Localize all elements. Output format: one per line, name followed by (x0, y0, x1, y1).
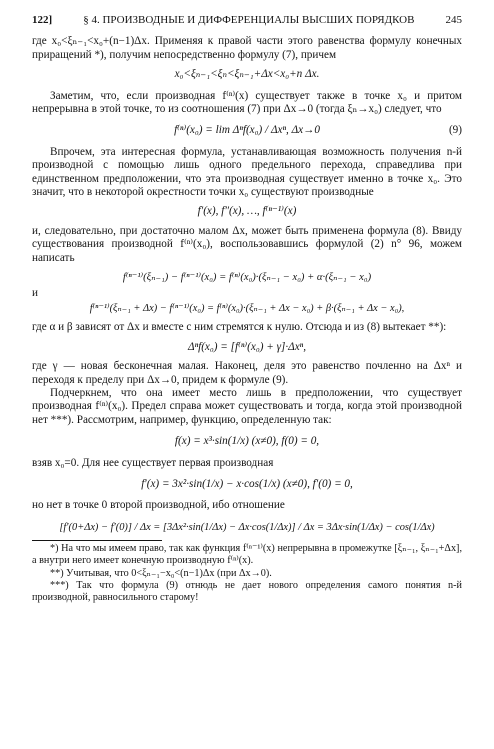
formula-expansion-1: f⁽ⁿ⁻¹⁾(ξₙ₋₁) − f⁽ⁿ⁻¹⁾(x₀) = f⁽ⁿ⁾(x₀)·(ξₙ₋₁ − x₀) + α·(ξₙ₋₁ − x₀) (122, 272, 372, 284)
formula-9-body: f⁽ⁿ⁾(x₀) = lim Δⁿf(x₀) / Δxⁿ, Δx→0 (174, 124, 320, 137)
paragraph-8: взяв x₀=0. Для нее существует первая производная (32, 456, 274, 469)
page-number: 245 (445, 14, 462, 26)
paragraph-9: но нет в точке 0 второй производной, ибо отношение (32, 499, 285, 512)
formula-first-derivative: f′(x) = 3x²·sin(1/x) − x·cos(1/x) (x≠0), f′(0) = 0, (141, 477, 353, 490)
formula-9 (32, 124, 462, 137)
paragraph-5: где α и β зависят от Δx и вместе с ним стремятся к нулю. Отсюда и из (8) вытекает **): (32, 321, 447, 334)
paragraph-2: Заметим, что, если производная f⁽ⁿ⁾(x) существует также в точке x₀ и притом непрерывна в этой точке, то из соотношения (7) при Δx→0 (тогда ξₙ→x₀) следует, что (32, 89, 462, 116)
footnote-3: ***) Так что формула (9) отнюдь не дает нового определения самого понятия n-й производной, равносильного старому! (32, 579, 462, 603)
paragraph-1: где x₀<ξₙ₋₁<x₀+(n−1)Δx. Применяя к правой части этого равенства формулу конечных приращений *), получим непосредственно формулу (7), причем (32, 35, 462, 61)
formula-expansion-2: f⁽ⁿ⁻¹⁾(ξₙ₋₁ + Δx) − f⁽ⁿ⁻¹⁾(x₀) = f⁽ⁿ⁾(x₀)·(ξₙ₋₁ + Δx − x₀) + β·(ξₙ₋₁ + Δx − x₀), (89, 302, 405, 314)
paragraph-4: и, следовательно, при достаточно малом Δx, может быть применена формула (8). Ввиду существования производной f⁽ⁿ⁾(x₀), воспользовавшись формулой (2) n° 96, можем написать (32, 224, 462, 264)
equation-number: (9) (448, 124, 462, 137)
formula-inequality: x₀<ξₙ₋₁<ξₙ<ξₙ₋₁+Δx<x₀+n Δx. (174, 68, 320, 81)
footnote-divider (32, 540, 162, 541)
page-ref-left: 122] (32, 14, 53, 26)
paragraph-7: Подчеркнем, что она имеет место лишь в предположении, что существует производная f⁽ⁿ⁾(x₀). Предел справа может существовать и тогда, когда этой производной нет ***). Рассмотрим, например, функцию, определенную так: (32, 386, 462, 426)
formula-delta-n: Δⁿf(x₀) = [f⁽ⁿ⁾(x₀) + γ]·Δxⁿ, (188, 340, 306, 353)
page-header (32, 14, 462, 27)
formula-ratio: [f′(0+Δx) − f′(0)] / Δx = [3Δx²·sin(1/Δx) − Δx·cos(1/Δx)] / Δx = 3Δx·sin(1/Δx) − cos(1/Δx) (59, 521, 435, 533)
paragraph-6: где γ — новая бесконечная малая. Наконец, деля это равенство почленно на Δxⁿ и переходя к пределу при Δx→0, придем к формуле (9). (32, 360, 462, 386)
formula-derivatives-list: f′(x), f″(x), …, f⁽ⁿ⁻¹⁾(x) (197, 205, 297, 218)
paragraph-3: Впрочем, эта интересная формула, устанавливающая возможность получения n-й производной с помощью лишь одного предельного перехода, справедлива при единственном предположении, что эта производная существует именно в точке x₀. Это значит, что в некоторой окрестности точки x₀ существуют производные (32, 145, 462, 199)
conjunction-and: и (32, 286, 38, 299)
section-title: § 4. ПРОИЗВОДНЫЕ И ДИФФЕРЕНЦИАЛЫ ВЫСШИХ ПОРЯДКОВ (83, 14, 415, 26)
footnote-1: *) На что мы имеем право, так как функция f⁽ⁿ⁻¹⁾(x) непрерывна в промежутке [ξₙ₋₁, ξₙ₋₁+Δx], а внутри него имеет конечную производную f⁽ⁿ⁾(x). (32, 543, 462, 567)
footnote-2: **) Учитывая, что 0<ξₙ₋₁−x₀<(n−1)Δx (при Δx→0). (50, 567, 272, 579)
formula-function-def: f(x) = x³·sin(1/x) (x≠0), f(0) = 0, (174, 435, 320, 448)
